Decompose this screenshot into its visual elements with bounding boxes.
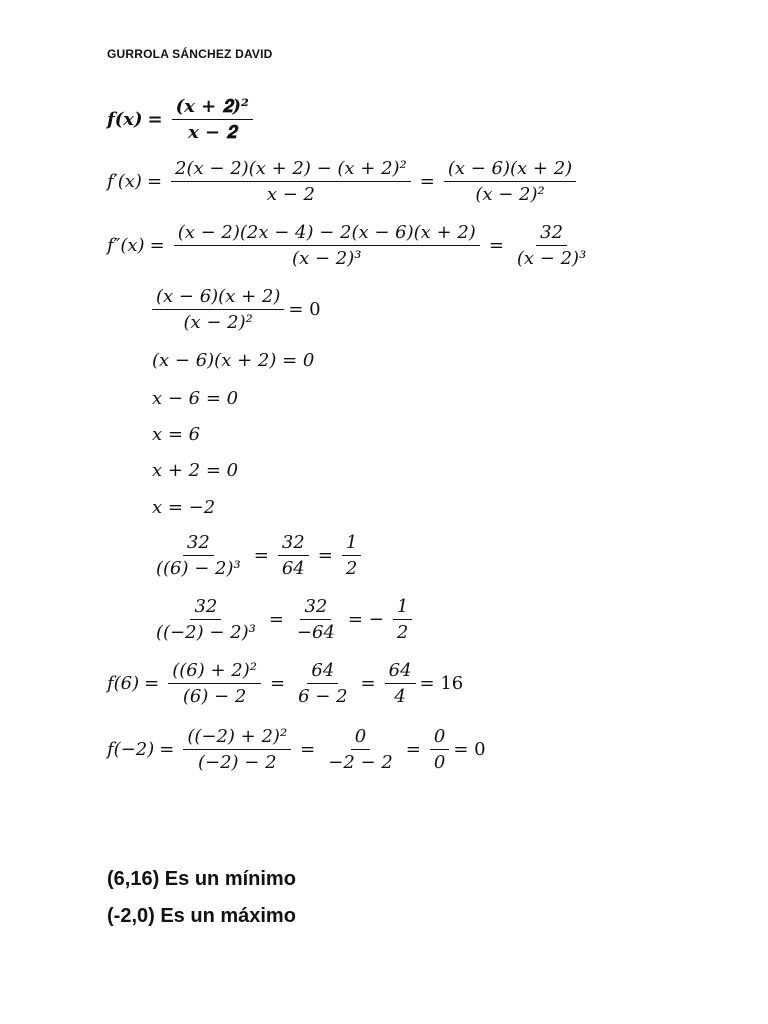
fpp-equals-1: =: [149, 235, 165, 256]
s1-fraction: [152, 286, 284, 333]
fm2-num-2: 0: [351, 726, 370, 750]
fp-fraction-1: [171, 158, 411, 205]
function-definition: [107, 96, 257, 143]
s7-num-2: 32: [278, 532, 309, 556]
s8-num-3: 1: [393, 596, 412, 620]
f6-fraction-3: [385, 660, 416, 707]
f6-equals-2: =: [270, 673, 286, 694]
f6-equals-1: =: [144, 673, 160, 694]
s7-fraction-1: [152, 532, 245, 579]
f6-num-3: 64: [385, 660, 416, 684]
s7-num-1: 32: [183, 532, 214, 556]
f6-num-1: ((6) + 2)²: [168, 660, 261, 684]
fp-num-1: 2(x − 2)(x + 2) − (x + 2)²: [171, 158, 411, 182]
s8-fraction-3: [393, 596, 412, 643]
fx-fraction: [172, 96, 253, 143]
s7-equals-2: =: [317, 545, 333, 566]
fp-den-2: (x − 2)²: [475, 184, 545, 205]
f6-rhs: = 16: [419, 673, 464, 694]
s1-num: (x − 6)(x + 2): [152, 286, 284, 310]
fpp-fraction-2: [513, 222, 590, 269]
s8-den-3: 2: [396, 622, 409, 643]
s8-num-1: 32: [190, 596, 221, 620]
second-derivative: [107, 222, 594, 269]
fm2-den-1: (−2) − 2: [197, 752, 277, 773]
s8-equals-2: = −: [347, 609, 384, 630]
fpp-lhs: f″(x): [107, 235, 145, 256]
s8-num-2: 32: [300, 596, 331, 620]
fpp-fraction-1: [174, 222, 480, 269]
s7-den-2: 64: [281, 558, 305, 579]
fm2-equals-2: =: [300, 739, 316, 760]
s8-fraction-1: [152, 596, 260, 643]
fm2-num-3: 0: [430, 726, 449, 750]
f6-num-2: 64: [307, 660, 338, 684]
fpp-num-2: 32: [536, 222, 567, 246]
s1-rhs: = 0: [288, 299, 321, 320]
fp-den-1: x − 2: [266, 184, 315, 205]
first-derivative: [107, 158, 580, 205]
fpp-equals-2: =: [488, 235, 504, 256]
s7-num-3: 1: [342, 532, 361, 556]
fp-num-2: (x − 6)(x + 2): [444, 158, 576, 182]
fp-equals-2: =: [419, 171, 435, 192]
step-x-equals-6: x = 6: [152, 424, 201, 445]
f6-lhs: f(6): [107, 673, 140, 694]
step-x-equals-neg2: x = −2: [152, 497, 216, 518]
second-derivative-at-neg2: [148, 596, 416, 643]
fm2-fraction-3: [430, 726, 449, 773]
step-x-plus-2: x + 2 = 0: [152, 460, 239, 481]
fpp-num-1: (x − 2)(2x − 4) − 2(x − 6)(x + 2): [174, 222, 480, 246]
s7-equals-1: =: [253, 545, 269, 566]
s7-fraction-2: [278, 532, 309, 579]
conclusion-maximum: (-2,0) Es un máximo: [107, 905, 296, 927]
fx-lhs: 𝒇(𝒙): [107, 109, 143, 130]
fx-denominator: 𝒙 − 𝟐: [188, 122, 237, 143]
step-factored: (x − 6)(x + 2) = 0: [152, 350, 315, 371]
s7-fraction-3: [342, 532, 361, 579]
fm2-equals-3: =: [405, 739, 421, 760]
fpp-den-1: (x − 2)³: [292, 248, 362, 269]
s8-fraction-2: [293, 596, 339, 643]
fp-equals-1: =: [146, 171, 163, 192]
critical-point-equation: [148, 286, 321, 333]
f6-fraction-1: [168, 660, 261, 707]
fp-fraction-2: [444, 158, 576, 205]
f6-equals-3: =: [360, 673, 376, 694]
fm2-den-3: 0: [433, 752, 446, 773]
fm2-den-2: −2 − 2: [328, 752, 393, 773]
author-name: GURROLA SÁNCHEZ DAVID: [107, 47, 273, 61]
s8-den-2: −64: [296, 622, 335, 643]
s8-den-1: ((−2) − 2)³: [156, 622, 256, 643]
fm2-lhs: f(−2): [107, 739, 155, 760]
s1-den: (x − 2)²: [183, 312, 253, 333]
f-of-neg2: [107, 726, 486, 773]
fp-lhs: f′(x): [107, 171, 142, 192]
fm2-fraction-2: [324, 726, 397, 773]
f6-den-2: 6 − 2: [298, 686, 348, 707]
conclusion-minimum: (6,16) Es un mínimo: [107, 868, 296, 890]
fm2-num-1: ((−2) + 2)²: [183, 726, 291, 750]
s8-equals-1: =: [268, 609, 284, 630]
fm2-fraction-1: [183, 726, 291, 773]
fm2-rhs: = 0: [453, 739, 486, 760]
fx-numerator: (𝒙 + 𝟐)²: [172, 96, 253, 120]
step-x-minus-6: x − 6 = 0: [152, 388, 239, 409]
fx-equals: =: [147, 109, 163, 130]
s7-den-3: 2: [345, 558, 358, 579]
f6-den-1: (6) − 2: [182, 686, 247, 707]
second-derivative-at-6: [148, 532, 365, 579]
s7-den-1: ((6) − 2)³: [156, 558, 241, 579]
fpp-den-2: (x − 2)³: [516, 248, 587, 269]
f-of-6: [107, 660, 463, 707]
f6-den-3: 4: [394, 686, 406, 707]
fm2-equals-1: =: [159, 739, 175, 760]
f6-fraction-2: [294, 660, 351, 707]
